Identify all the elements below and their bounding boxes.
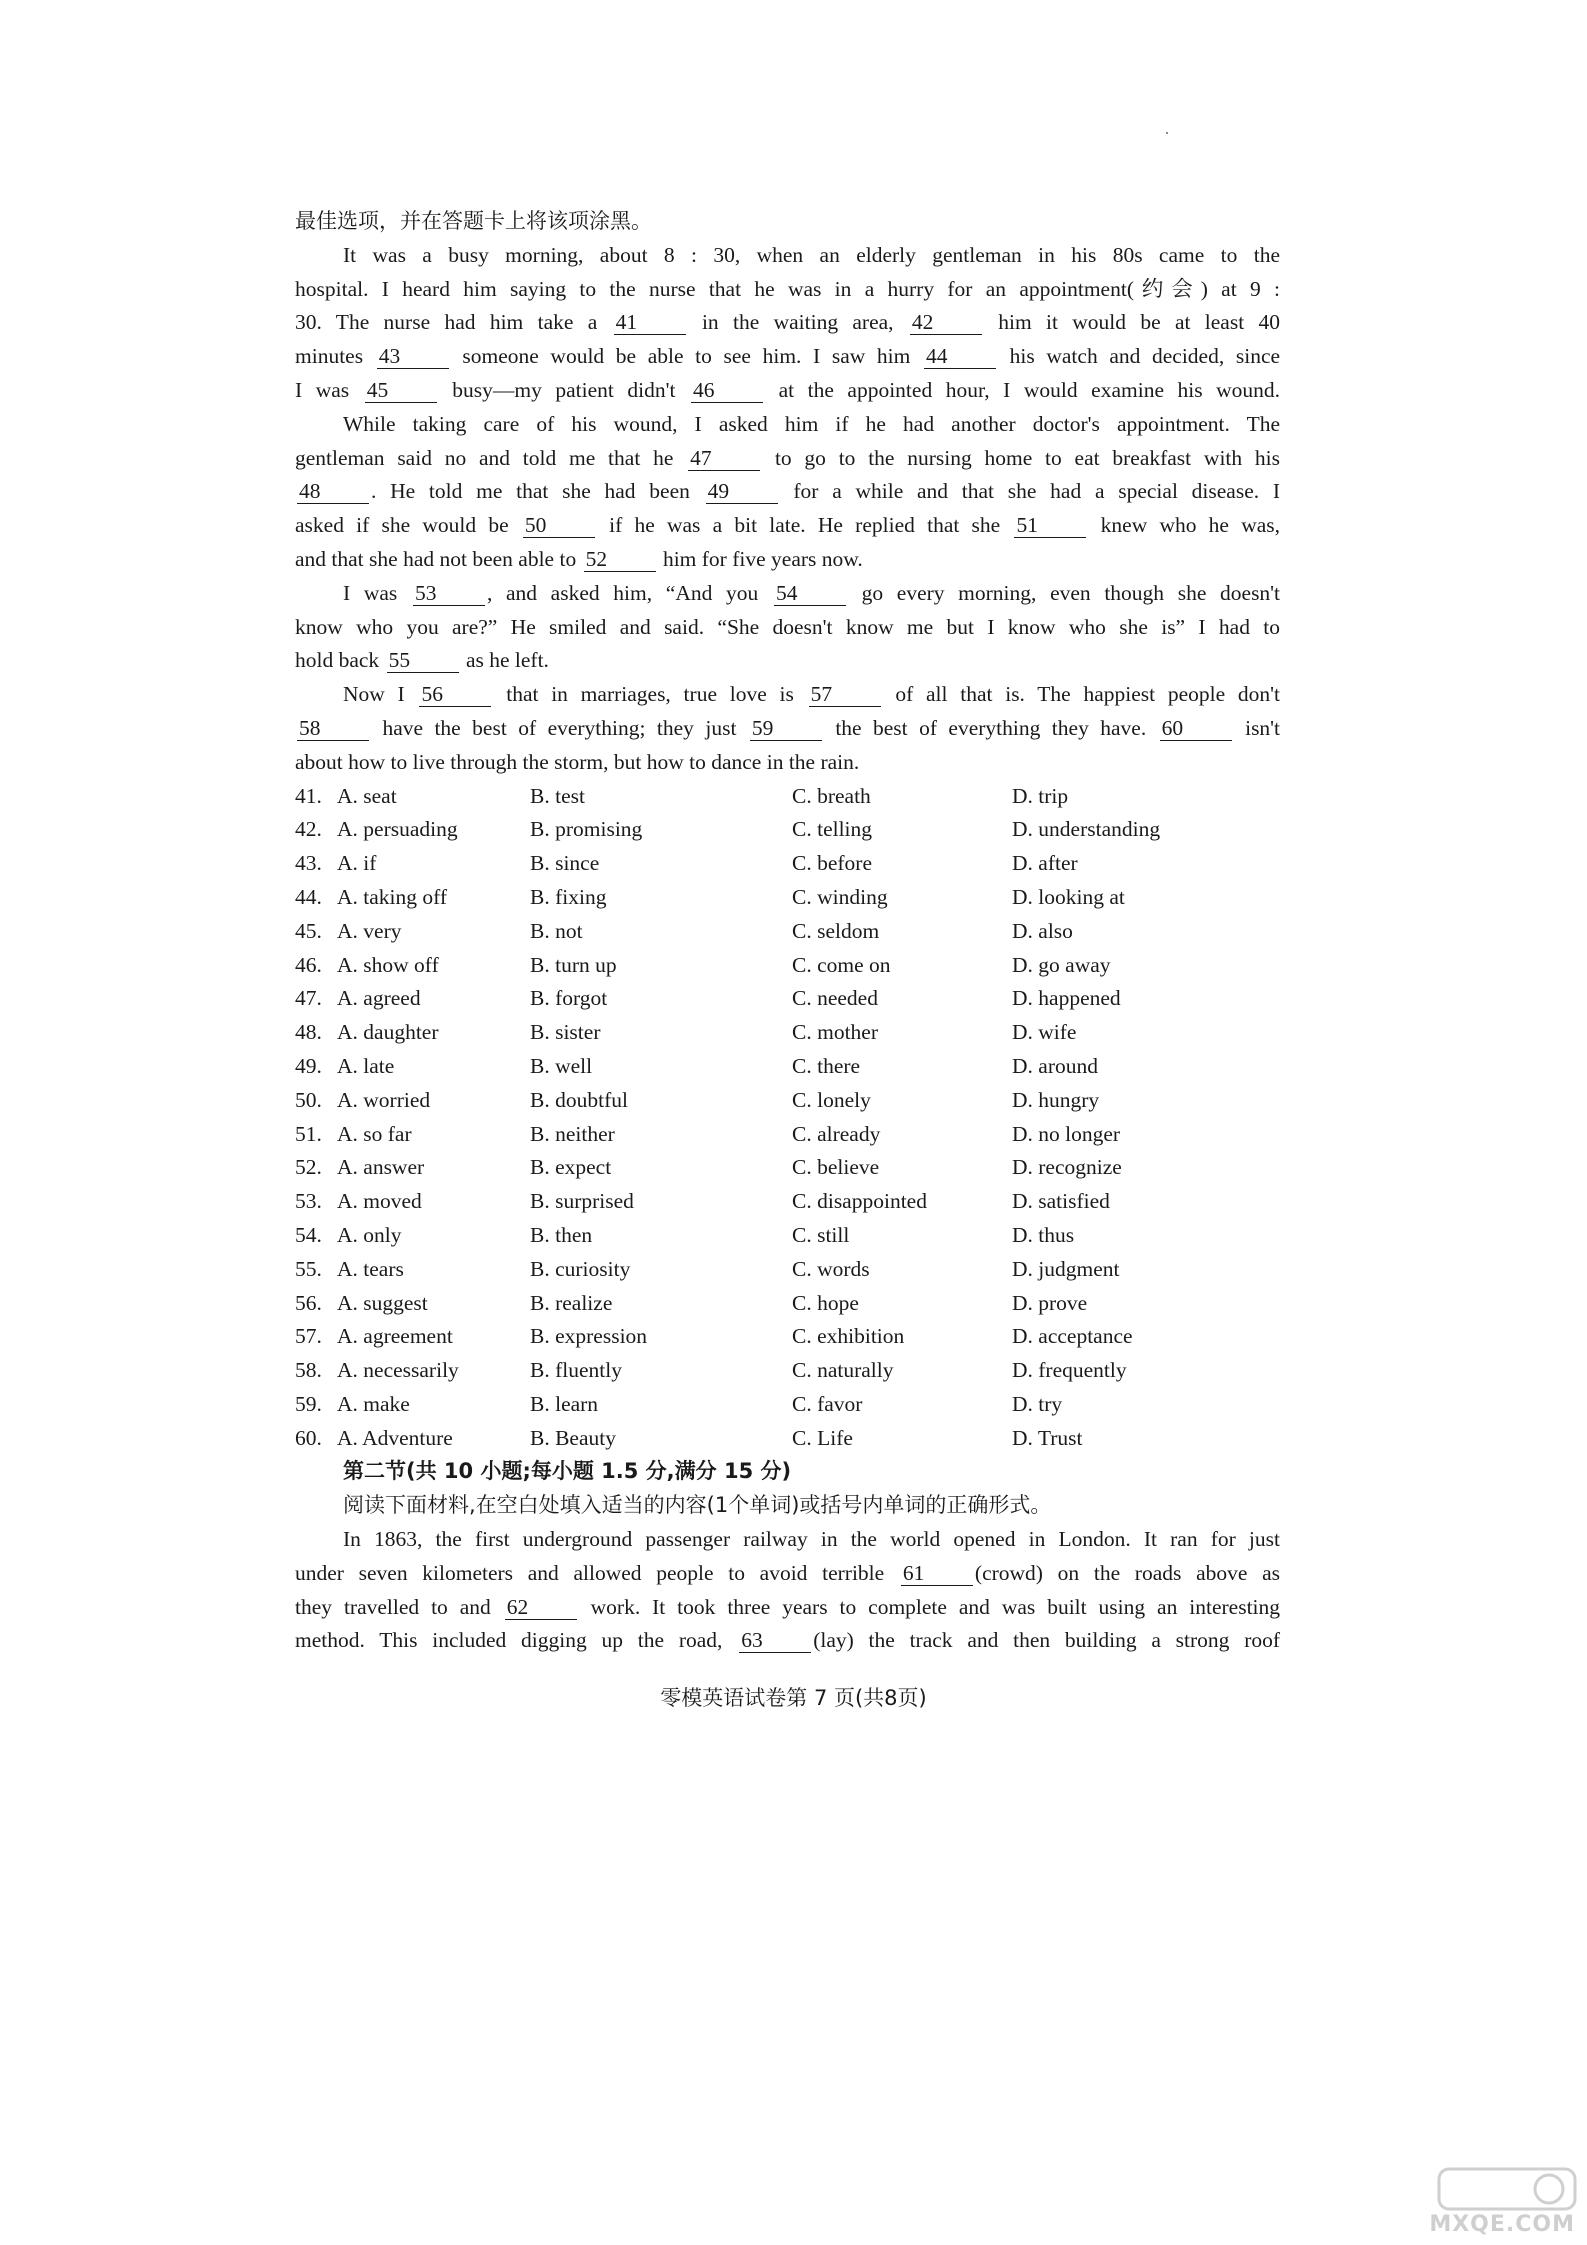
passage2-line: they travelled to and 62 work. It took three years to complete and was built using an interesting: [295, 1594, 1281, 1619]
question-number: 46.: [295, 952, 322, 977]
passage-line: and that she had not been able to 52 him for five years now.: [295, 546, 863, 571]
option-d: D. try: [1012, 1391, 1063, 1416]
passage-line: I was 45 busy—my patient didn't 46 at the appointed hour, I would examine his wound.: [295, 377, 1281, 402]
option-a: A. moved: [337, 1189, 422, 1214]
option-d: D. wife: [1012, 1020, 1077, 1045]
answer-blank: 60: [1160, 716, 1232, 741]
answer-blank: 54: [774, 581, 846, 606]
option-c: C. mother: [792, 1020, 878, 1045]
option-row: [295, 881, 1280, 915]
option-a: A. very: [337, 918, 402, 943]
option-c: C. exhibition: [792, 1324, 905, 1349]
option-d: D. satisfied: [1012, 1189, 1110, 1214]
option-c: C. Life: [792, 1425, 853, 1450]
option-d: D. no longer: [1012, 1121, 1121, 1146]
answer-blank: 45: [365, 378, 437, 403]
option-a: A. show off: [337, 952, 439, 977]
option-row: [295, 1354, 1280, 1388]
option-d: D. recognize: [1012, 1155, 1122, 1180]
question-number: 47.: [295, 986, 322, 1011]
answer-blank: 57: [809, 682, 881, 707]
option-d: D. understanding: [1012, 817, 1161, 842]
question-number: 45.: [295, 918, 322, 943]
watermark-text: MXQE.COM: [1429, 2212, 1575, 2237]
option-d: D. hungry: [1012, 1087, 1100, 1112]
option-row: [295, 1016, 1280, 1050]
question-number: 42.: [295, 817, 322, 842]
option-b: B. fluently: [530, 1358, 622, 1383]
section2-heading: 第二节(共 10 小题;每小题 1.5 分,满分 15 分): [343, 1459, 792, 1484]
answer-blank: 62: [505, 1595, 577, 1620]
answer-blank: 46: [691, 378, 763, 403]
answer-blank: 50: [523, 513, 595, 538]
option-c: C. seldom: [792, 918, 880, 943]
question-number: 56.: [295, 1290, 322, 1315]
question-number: 55.: [295, 1256, 322, 1281]
option-b: B. promising: [530, 817, 643, 842]
option-c: C. still: [792, 1222, 850, 1247]
option-a: A. daughter: [337, 1020, 439, 1045]
option-row: [295, 1084, 1280, 1118]
passage-line: gentleman said no and told me that he 47 to go to the nursing home to eat breakfast with his: [295, 445, 1281, 470]
option-a: A. Adventure: [337, 1425, 453, 1450]
option-row: [295, 949, 1280, 983]
option-d: D. happened: [1012, 986, 1121, 1011]
option-a: A. persuading: [337, 817, 458, 842]
passage-line: about how to live through the storm, but how to dance in the rain.: [295, 749, 860, 774]
answer-blank: 58: [297, 716, 369, 741]
option-c: C. winding: [792, 884, 888, 909]
answer-blank: 49: [706, 479, 778, 504]
question-number: 51.: [295, 1121, 322, 1146]
answer-blank: 52: [584, 547, 656, 572]
answer-blank: 63: [739, 1628, 811, 1653]
option-c: C. hope: [792, 1290, 859, 1315]
option-d: D. looking at: [1012, 884, 1125, 909]
option-row: [295, 847, 1280, 881]
option-d: D. Trust: [1012, 1425, 1083, 1450]
option-b: B. since: [530, 851, 600, 876]
answer-blank: 56: [419, 682, 491, 707]
option-a: A. agreement: [337, 1324, 453, 1349]
option-d: D. after: [1012, 851, 1078, 876]
question-number: 48.: [295, 1020, 322, 1045]
option-row: [295, 1118, 1280, 1152]
option-b: B. turn up: [530, 952, 617, 977]
passage-paragraph-3: [295, 577, 1280, 678]
option-d: D. frequently: [1012, 1358, 1127, 1383]
option-row: [295, 1320, 1280, 1354]
question-number: 41.: [295, 783, 322, 808]
intro-line: 最佳选项，并在答题卡上将该项涂黑。: [295, 209, 652, 233]
watermark-badge-icon: [1379, 2167, 1579, 2211]
option-b: B. forgot: [530, 986, 608, 1011]
answer-blank: 51: [1014, 513, 1086, 538]
passage-line: hospital. I heard him saying to the nurse that he was in a hurry for an appointment(约会) at 9 :: [295, 276, 1280, 301]
passage-line: minutes 43 someone would be able to see him. I saw him 44 his watch and decided, since: [295, 344, 1281, 369]
section2-instruction: 阅读下面材料,在空白处填入适当的内容(1个单词)或括号内单词的正确形式。: [343, 1493, 1052, 1518]
option-row: [295, 1050, 1280, 1084]
passage2-line: under seven kilometers and allowed people to avoid terrible 61 (crowd) on the roads above as: [295, 1560, 1281, 1585]
option-d: D. also: [1012, 918, 1073, 943]
option-d: D. judgment: [1012, 1256, 1120, 1281]
option-a: A. suggest: [337, 1290, 428, 1315]
option-c: C. there: [792, 1053, 861, 1078]
answer-blank: 47: [688, 446, 760, 471]
option-c: C. before: [792, 851, 872, 876]
passage-line: know who you are?” He smiled and said. “She doesn't know me but I know who she is” I had to: [295, 614, 1280, 639]
question-number: 58.: [295, 1358, 322, 1383]
passage-paragraph-2: [295, 408, 1280, 577]
option-row: [295, 915, 1280, 949]
passage-line: hold back 55 as he left.: [295, 648, 549, 673]
option-b: B. fixing: [530, 884, 607, 909]
option-b: B. surprised: [530, 1189, 634, 1214]
option-c: C. come on: [792, 952, 891, 977]
option-row: [295, 982, 1280, 1016]
option-b: B. expect: [530, 1155, 612, 1180]
option-b: B. sister: [530, 1020, 601, 1045]
watermark-logo: [1379, 2167, 1579, 2237]
question-number: 52.: [295, 1155, 322, 1180]
option-c: C. disappointed: [792, 1189, 927, 1214]
option-b: B. doubtful: [530, 1087, 628, 1112]
option-a: A. only: [337, 1222, 402, 1247]
option-d: D. trip: [1012, 783, 1069, 808]
option-b: B. test: [530, 783, 585, 808]
option-b: B. neither: [530, 1121, 615, 1146]
option-a: A. answer: [337, 1155, 425, 1180]
question-number: 54.: [295, 1222, 322, 1247]
passage2-line: method. This included digging up the road, 63 (lay) the track and then building a strong roof: [295, 1628, 1281, 1653]
option-a: A. late: [337, 1053, 395, 1078]
option-c: C. telling: [792, 817, 873, 842]
option-c: C. lonely: [792, 1087, 871, 1112]
answer-blank: 48: [297, 479, 369, 504]
option-row: [295, 1388, 1280, 1422]
passage-line: 30. The nurse had him take a 41 in the waiting area, 42 him it would be at least 40: [295, 310, 1281, 335]
option-row: [295, 1253, 1280, 1287]
question-number: 59.: [295, 1391, 322, 1416]
passage-line: asked if she would be 50 if he was a bit late. He replied that she 51 knew who he was,: [295, 513, 1281, 538]
option-c: C. naturally: [792, 1358, 894, 1383]
option-a: A. agreed: [337, 986, 421, 1011]
passage-line: While taking care of his wound, I asked him if he had another doctor's appointment. The: [343, 411, 1280, 436]
scan-speck: [1166, 132, 1168, 134]
question-number: 57.: [295, 1324, 322, 1349]
passage-paragraph-1: [295, 239, 1280, 408]
passage2-line: In 1863, the first underground passenger railway in the world opened in London. It ran for just: [343, 1527, 1280, 1552]
option-c: C. words: [792, 1256, 870, 1281]
page-footer: 零模英语试卷第 7 页(共8页): [660, 1686, 927, 1710]
answer-blank: 61: [901, 1561, 973, 1586]
answer-blank: 43: [377, 344, 449, 369]
option-c: C. believe: [792, 1155, 880, 1180]
option-a: A. if: [337, 851, 377, 876]
option-c: C. favor: [792, 1391, 863, 1416]
exam-page: [295, 205, 1280, 1658]
option-a: A. necessarily: [337, 1358, 459, 1383]
answer-blank: 42: [910, 310, 982, 335]
passage-line: 48 . He told me that she had been 49 for a while and that she had a special disease. I: [299, 479, 1281, 504]
option-a: A. tears: [337, 1256, 404, 1281]
option-c: C. already: [792, 1121, 881, 1146]
option-b: B. expression: [530, 1324, 648, 1349]
option-row: [295, 1219, 1280, 1253]
question-number: 53.: [295, 1189, 322, 1214]
option-row: [295, 1185, 1280, 1219]
passage-line: It was a busy morning, about 8 : 30, when an elderly gentleman in his 80s came to the: [343, 242, 1280, 267]
options-list: [295, 780, 1280, 1456]
option-b: B. realize: [530, 1290, 613, 1315]
answer-blank: 44: [924, 344, 996, 369]
option-c: C. needed: [792, 986, 878, 1011]
option-row: [295, 1422, 1280, 1456]
question-number: 60.: [295, 1425, 322, 1450]
option-a: A. so far: [337, 1121, 412, 1146]
option-b: B. learn: [530, 1391, 599, 1416]
option-a: A. taking off: [337, 884, 448, 909]
option-d: D. acceptance: [1012, 1324, 1133, 1349]
passage-paragraph-4: [295, 678, 1280, 779]
answer-blank: 55: [387, 648, 459, 673]
option-d: D. around: [1012, 1053, 1098, 1078]
answer-blank: 41: [614, 310, 686, 335]
option-b: B. then: [530, 1222, 593, 1247]
option-a: A. make: [337, 1391, 410, 1416]
option-b: B. curiosity: [530, 1256, 631, 1281]
option-b: B. well: [530, 1053, 593, 1078]
question-number: 43.: [295, 851, 322, 876]
passage-line: Now I 56 that in marriages, true love is 57 of all that is. The happiest people don't: [343, 682, 1281, 707]
option-row: [295, 780, 1280, 814]
passage-line: 58 have the best of everything; they just 59 the best of everything they have. 60 isn't: [299, 715, 1281, 740]
option-d: D. prove: [1012, 1290, 1088, 1315]
option-a: A. seat: [337, 783, 397, 808]
option-d: D. thus: [1012, 1222, 1075, 1247]
option-a: A. worried: [337, 1087, 431, 1112]
option-row: [295, 813, 1280, 847]
option-d: D. go away: [1012, 952, 1111, 977]
option-b: B. not: [530, 918, 583, 943]
question-number: 49.: [295, 1053, 322, 1078]
option-row: [295, 1287, 1280, 1321]
passage-line: I was 53 , and asked him, “And you 54 go every morning, even though she doesn't: [343, 580, 1281, 605]
passage2: [295, 1523, 1280, 1658]
option-row: [295, 1151, 1280, 1185]
option-c: C. breath: [792, 783, 871, 808]
question-number: 44.: [295, 884, 322, 909]
option-b: B. Beauty: [530, 1425, 616, 1450]
question-number: 50.: [295, 1087, 322, 1112]
answer-blank: 59: [750, 716, 822, 741]
answer-blank: 53: [413, 581, 485, 606]
